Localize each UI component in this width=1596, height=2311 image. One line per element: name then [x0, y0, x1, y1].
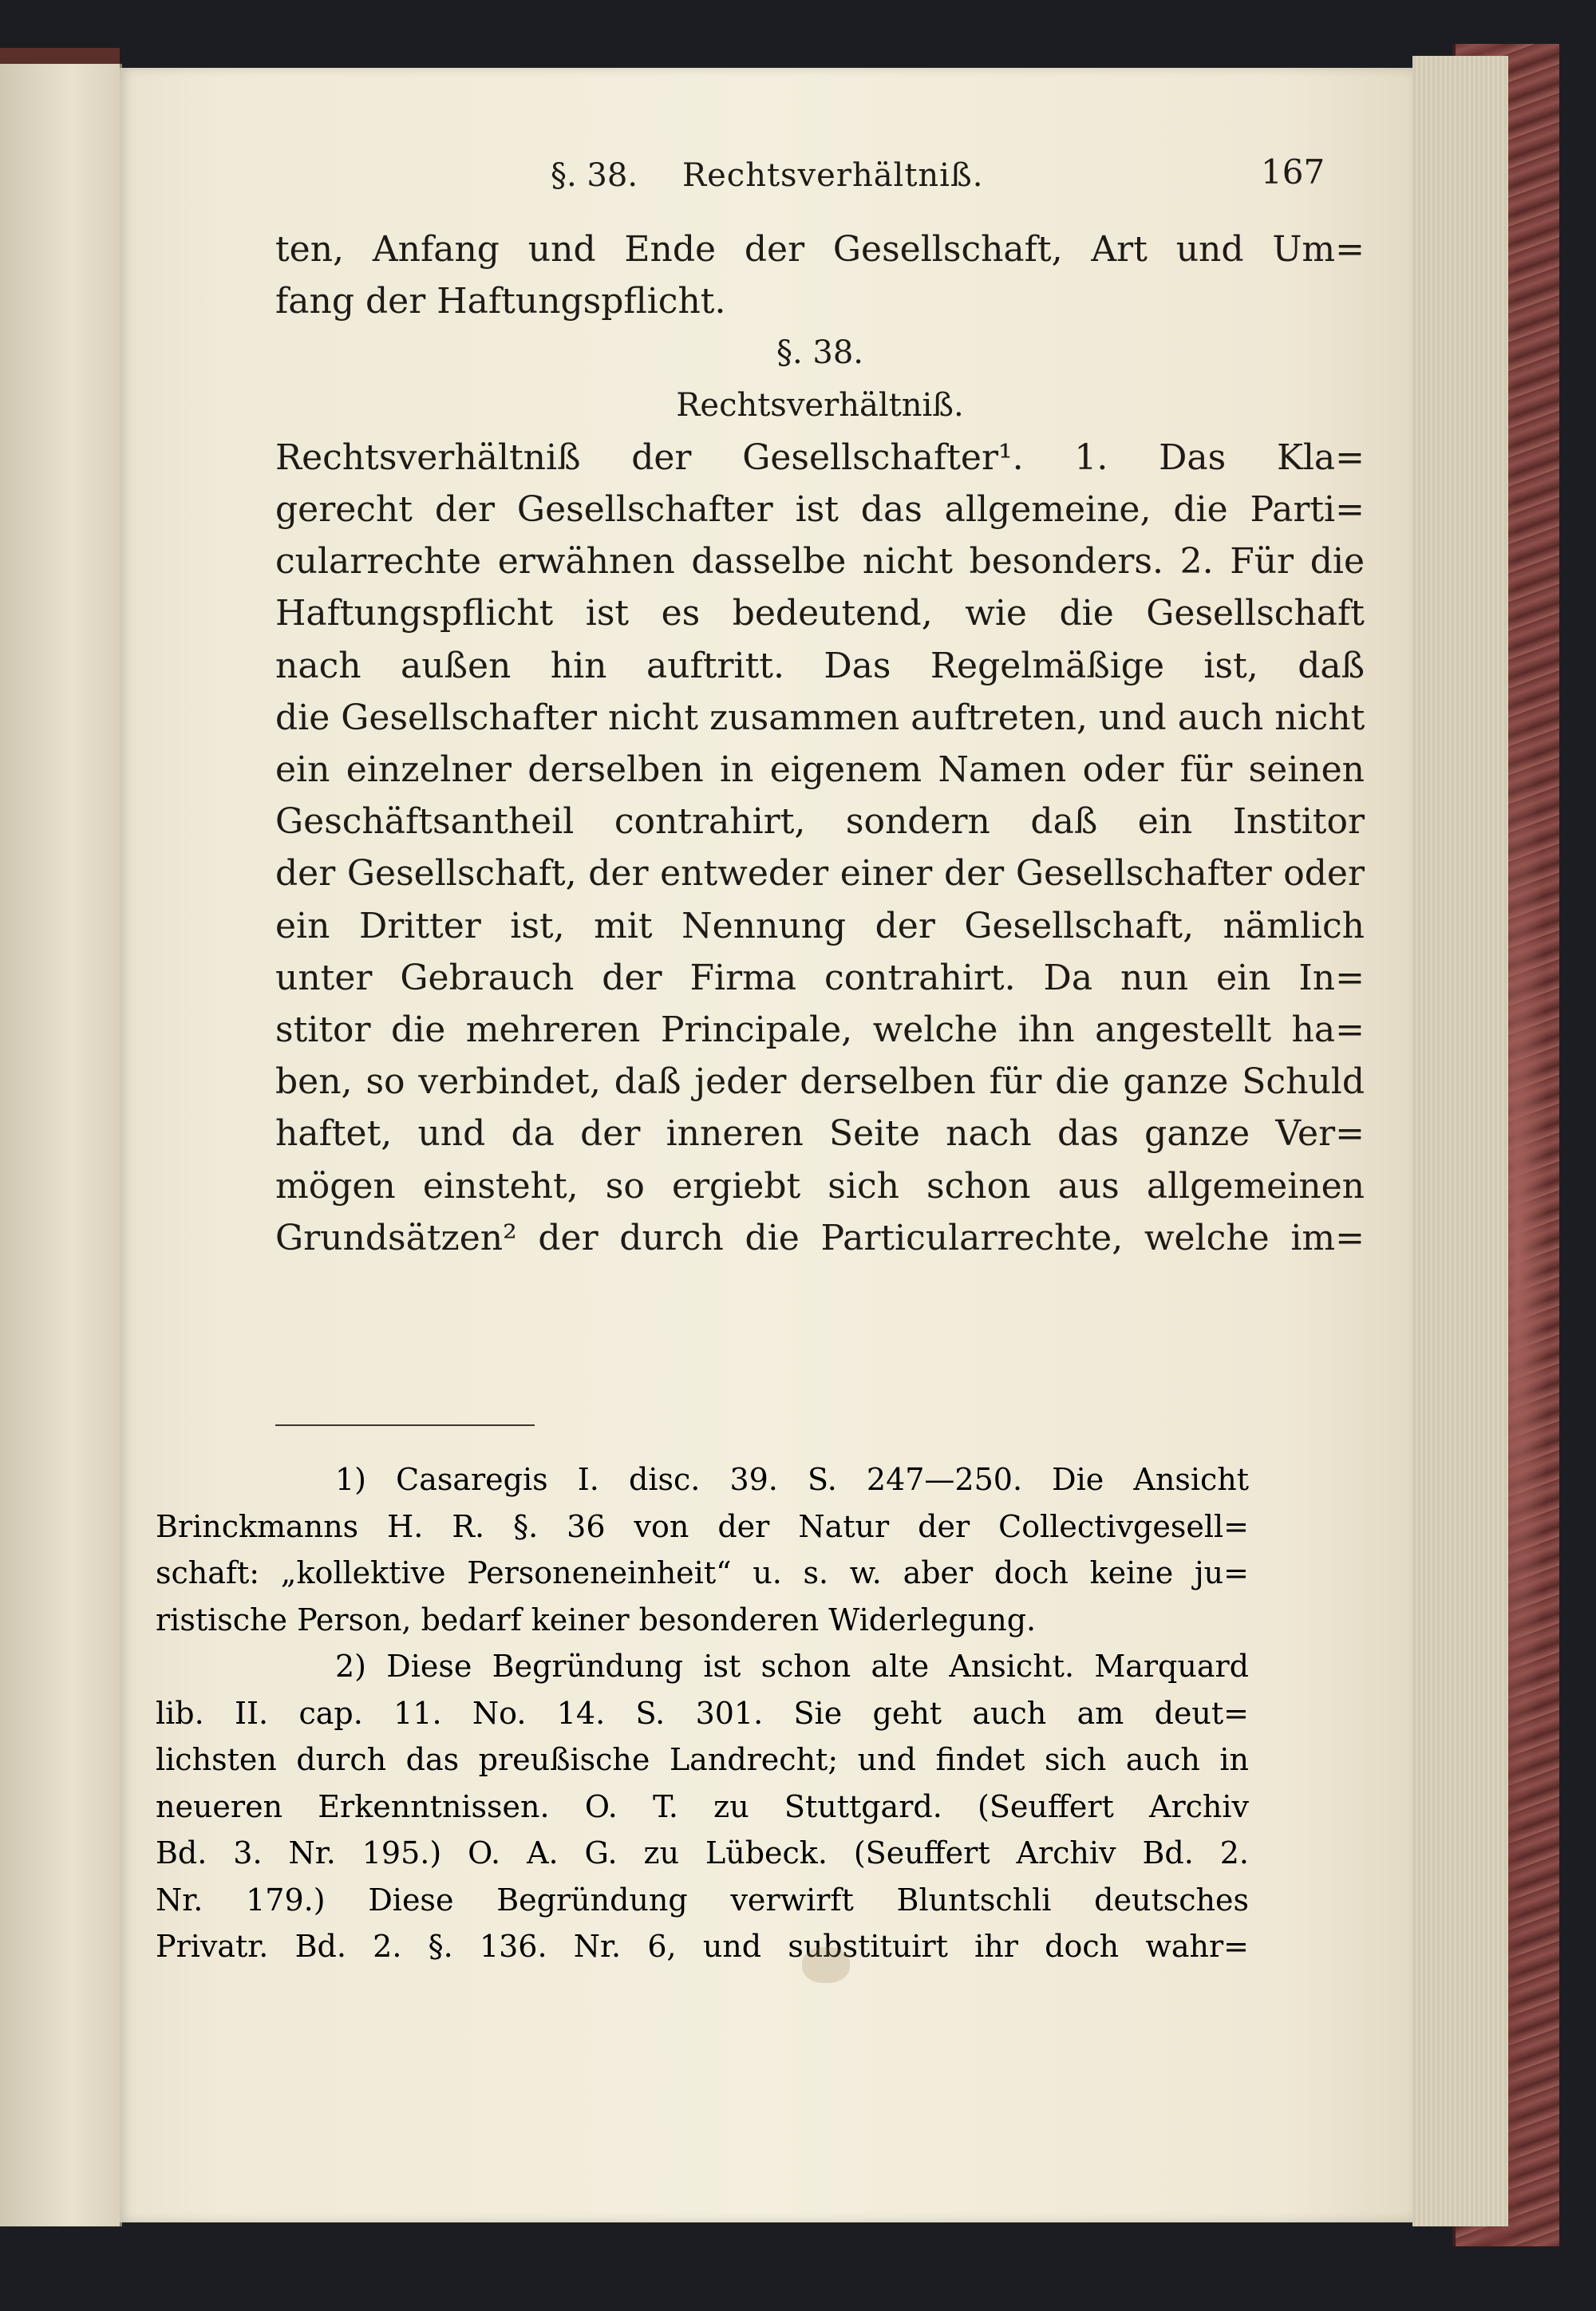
paper-stain	[802, 1947, 850, 1983]
running-head-title: Rechtsverhältniß.	[682, 157, 984, 194]
text-line: fang der Haftungspflicht.	[275, 281, 726, 322]
footnote-1-line: ristische Person, bedarf keiner besonderen Widerlegung.	[156, 1602, 1037, 1637]
paragraph-line: gerecht der Gesellschafter ist das allgemeine, die Parti=	[275, 489, 1365, 531]
paragraph-line: ben, so verbindet, daß jeder derselben für die ganze Schuld	[275, 1061, 1365, 1103]
page-number: 167	[1261, 152, 1325, 192]
paragraph-line: Geschäftsantheil contrahirt, sondern daß ein Institor	[275, 801, 1365, 843]
main-text	[275, 223, 1365, 1264]
footnote-2-line: neueren Erkenntnissen. O. T. zu Stuttgard. (Seuffert Archiv	[156, 1788, 1249, 1824]
facing-page	[0, 64, 122, 2226]
footnote-rule	[275, 1424, 535, 1426]
text-line: ten, Anfang und Ende der Gesellschaft, Art und Um=	[275, 229, 1365, 270]
footnote-1-line: schaft: „kollektive Personeneinheit“ u. s. w. aber doch keine ju=	[156, 1555, 1249, 1590]
paragraph-line: cularrechte erwähnen dasselbe nicht besonders. 2. Für die	[275, 541, 1365, 583]
running-head-section: §. 38.	[551, 157, 638, 194]
footnote-1-line: 1) Casaregis I. disc. 39. S. 247—250. Die Ansicht	[335, 1462, 1249, 1497]
footnote-2-line: Bd. 3. Nr. 195.) O. A. G. zu Lübeck. (Seuffert Archiv Bd. 2.	[156, 1835, 1249, 1871]
footnote-2-line: Privatr. Bd. 2. §. 136. Nr. 6, und substituirt ihr doch wahr=	[156, 1929, 1249, 1964]
footnote-2-line: Nr. 179.) Diese Begründung verwirft Bluntschli deutsches	[156, 1882, 1249, 1918]
paragraph-line: nach außen hin auftritt. Das Regelmäßige ist, daß	[275, 645, 1365, 686]
page-edges	[1412, 56, 1508, 2226]
running-head	[551, 152, 1349, 205]
paragraph-line: stitor die mehreren Principale, welche ihn angestellt ha=	[275, 1009, 1365, 1051]
paragraph-line: ein Dritter ist, mit Nennung der Gesellschaft, nämlich	[275, 905, 1365, 946]
paragraph-line: ein einzelner derselben in eigenem Namen oder für seinen	[275, 749, 1365, 791]
section-heading-number: §. 38.	[776, 334, 864, 372]
footnotes	[156, 1456, 1249, 1970]
section-heading-title: Rechtsverhältniß.	[676, 386, 964, 424]
paragraph-line: unter Gebrauch der Firma contrahirt. Da nun ein In=	[275, 957, 1365, 998]
paragraph-line: haftet, und da der inneren Seite nach das ganze Ver=	[275, 1113, 1365, 1155]
paragraph-line: der Gesellschaft, der entweder einer der Gesellschafter oder	[275, 853, 1365, 895]
paragraph-line: mögen einsteht, so ergiebt sich schon aus allgemeinen	[275, 1165, 1365, 1207]
footnote-1-line: Brinckmanns H. R. §. 36 von der Natur der Collectivgesell=	[156, 1508, 1249, 1544]
footnote-2-line: lichsten durch das preußische Landrecht; und findet sich auch in	[156, 1742, 1249, 1777]
footnote-2-line: 2) Diese Begründung ist schon alte Ansicht. Marquard	[335, 1649, 1249, 1684]
footnote-2-line: lib. II. cap. 11. No. 14. S. 301. Sie geht auch am deut=	[156, 1695, 1249, 1731]
paragraph-line: Rechtsverhältniß der Gesellschafter¹. 1. Das Kla=	[275, 437, 1365, 478]
paragraph-line: die Gesellschafter nicht zusammen auftreten, und auch nicht	[275, 697, 1365, 738]
paragraph-line: Grundsätzen² der durch die Particularrechte, welche im=	[275, 1217, 1365, 1258]
paragraph-line: Haftungspflicht ist es bedeutend, wie die Gesellschaft	[275, 593, 1365, 634]
